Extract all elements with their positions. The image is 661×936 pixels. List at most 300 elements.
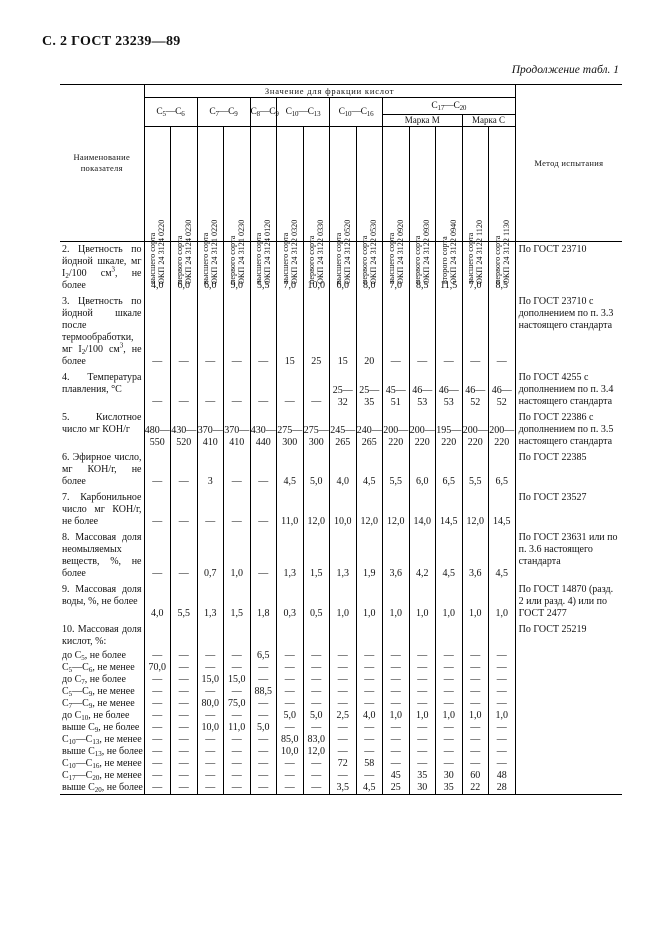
property-value: 20 xyxy=(356,294,383,370)
fraction-value: — xyxy=(144,782,171,795)
fraction-value: — xyxy=(356,686,383,698)
empty-cell xyxy=(171,622,198,650)
property-value: 3,6 xyxy=(462,530,489,582)
subcol-label: высшего сорта ОКП 24 3121 0220 xyxy=(201,219,220,284)
fraction-value: 10,0 xyxy=(197,722,224,734)
subcol-label: высшего сорта ОКП 24 3124 0120 xyxy=(254,219,273,284)
fraction-value: 1,0 xyxy=(409,710,436,722)
fraction-label: $C_{10}—C_{16}$, не менее xyxy=(60,758,144,770)
fraction-value: 15,0 xyxy=(197,674,224,686)
fraction-value: — xyxy=(224,650,251,662)
fraction-value: — xyxy=(489,686,516,698)
empty-cell xyxy=(277,622,304,650)
empty-cell xyxy=(303,622,330,650)
property-value: 46— 52 xyxy=(462,370,489,410)
property-value: — xyxy=(250,450,277,490)
empty-cell xyxy=(356,622,383,650)
fraction-value: — xyxy=(144,746,171,758)
fraction-value: 48 xyxy=(489,770,516,782)
fraction-value: — xyxy=(197,710,224,722)
fraction-value: 1,0 xyxy=(383,710,410,722)
test-method: По ГОСТ 23631 или по п. 3.6 настоящего стандарта xyxy=(518,532,618,567)
fraction-value: — xyxy=(197,770,224,782)
property-value: — xyxy=(277,370,304,410)
fraction-value: — xyxy=(383,650,410,662)
fraction-label: $C_5—C_6$, не менее xyxy=(60,662,144,674)
subcol-header xyxy=(144,127,171,284)
property-row xyxy=(60,622,622,650)
property-value: 6,5 xyxy=(489,450,516,490)
property-name: 7. Карбонильное число мг КОН/г, не более xyxy=(60,490,144,530)
property-value: 245— 265 xyxy=(330,410,357,450)
fraction-value: — xyxy=(171,662,198,674)
fraction-value: — xyxy=(303,650,330,662)
property-value: 5,5 xyxy=(383,450,410,490)
mark-m-header: Марка М xyxy=(383,115,463,127)
subcol-label: высшего сорта ОКП 24 3124 0220 xyxy=(148,219,167,284)
fraction-label: $C_5—C_9$, не менее xyxy=(60,686,144,698)
subcol-label: первого сорта ОКП 24 3122 0330 xyxy=(307,219,326,284)
property-value: 45— 51 xyxy=(383,370,410,410)
property-value: — xyxy=(224,370,251,410)
property-value: 4,0 xyxy=(144,242,171,295)
property-value: — xyxy=(144,294,171,370)
fraction-value: — xyxy=(197,782,224,795)
property-value: 1,3 xyxy=(330,530,357,582)
fraction-value: — xyxy=(462,650,489,662)
property-value: 6,5 xyxy=(436,450,463,490)
property-value: 10,0 xyxy=(303,242,330,295)
property-value: 15 xyxy=(277,294,304,370)
property-value: 7,0 xyxy=(277,242,304,295)
fraction-value: 4,0 xyxy=(356,710,383,722)
fraction-value: — xyxy=(409,674,436,686)
fraction-value: 85,0 xyxy=(277,734,304,746)
empty-cell xyxy=(250,622,277,650)
property-value: — xyxy=(144,490,171,530)
fraction-value: — xyxy=(462,662,489,674)
property-value: 1,3 xyxy=(277,530,304,582)
fraction-value: — xyxy=(489,722,516,734)
fraction-value: — xyxy=(462,746,489,758)
fraction-value: — xyxy=(462,758,489,770)
property-value: 1,5 xyxy=(224,582,251,622)
property-row xyxy=(60,530,622,582)
group-header: Значение для фракции кислот xyxy=(144,85,515,98)
fraction-value: — xyxy=(277,770,304,782)
property-name: 3. Цветность по йодной шкале после термообработки, мг $I_2/100$ $см^3$, не более xyxy=(60,294,144,370)
fraction-value: — xyxy=(171,734,198,746)
subcol-label: первого сорта ОКП 24 3124 0230 xyxy=(174,219,193,284)
property-row xyxy=(60,410,622,450)
property-value: 4,5 xyxy=(489,530,516,582)
property-value: 14,5 xyxy=(436,490,463,530)
fraction-value: — xyxy=(144,770,171,782)
property-value: 430— 440 xyxy=(250,410,277,450)
fraction-value: 5,0 xyxy=(303,710,330,722)
properties-table xyxy=(60,84,622,795)
fraction-value: — xyxy=(409,734,436,746)
property-value: — xyxy=(250,490,277,530)
property-name: 4. Температура плавления, °С xyxy=(60,370,144,410)
property-value: 7,0 xyxy=(462,242,489,295)
fraction-value: — xyxy=(224,662,251,674)
fraction-value: — xyxy=(303,782,330,795)
property-value: 0,5 xyxy=(303,582,330,622)
fraction-value: — xyxy=(409,686,436,698)
fraction-value: — xyxy=(144,686,171,698)
fraction-value: — xyxy=(197,686,224,698)
subcol-label: первого сорта ОКП 24 3122 0530 xyxy=(360,219,379,284)
fraction-value: — xyxy=(277,722,304,734)
fraction-value: — xyxy=(250,674,277,686)
fraction-value: — xyxy=(171,746,198,758)
test-method: По ГОСТ 23710 xyxy=(518,244,587,255)
property-value: — xyxy=(224,490,251,530)
fraction-value: 83,0 xyxy=(303,734,330,746)
property-row xyxy=(60,490,622,530)
empty-cell xyxy=(409,622,436,650)
fraction-value: 12,0 xyxy=(303,746,330,758)
fraction-value: 30 xyxy=(436,770,463,782)
empty-cell xyxy=(436,622,463,650)
subcol-header xyxy=(356,127,383,284)
property-value: 3 xyxy=(197,450,224,490)
subcol-label: второго сорта ОКП 24 3122 0940 xyxy=(439,219,458,284)
fraction-header: $C_7—C_9$ xyxy=(197,98,250,127)
property-row xyxy=(60,582,622,622)
fraction-value: — xyxy=(303,770,330,782)
fraction-value: 1,0 xyxy=(489,710,516,722)
property-value: 200— 220 xyxy=(409,410,436,450)
property-value: 1,0 xyxy=(436,582,463,622)
empty-cell xyxy=(197,622,224,650)
property-value: 10,0 xyxy=(330,490,357,530)
property-value: — xyxy=(144,530,171,582)
fraction-value: — xyxy=(356,770,383,782)
fraction-value: 11,0 xyxy=(224,722,251,734)
fraction-value: 35 xyxy=(436,782,463,795)
fraction-value: — xyxy=(436,698,463,710)
fraction-value: — xyxy=(144,758,171,770)
property-row xyxy=(60,370,622,410)
property-name: 6. Эфирное число, мг КОН/г, не более xyxy=(60,450,144,490)
test-method: По ГОСТ 23527 xyxy=(518,492,587,503)
subcol-label: первого сорта ОКП 24 3122 1130 xyxy=(492,219,511,284)
property-value: 4,0 xyxy=(144,582,171,622)
fraction-value: 28 xyxy=(489,782,516,795)
fraction-value: — xyxy=(144,722,171,734)
property-value: — xyxy=(409,294,436,370)
fraction-value: — xyxy=(144,674,171,686)
property-value: 14,5 xyxy=(489,490,516,530)
property-value: 4,5 xyxy=(277,450,304,490)
fraction-header: $C_{17}—C_{20}$ xyxy=(383,98,516,115)
property-row xyxy=(60,294,622,370)
subcol-label: первого сорта ОКП 24 3121 0230 xyxy=(227,219,246,284)
property-value: — xyxy=(489,294,516,370)
property-value: 1,0 xyxy=(383,582,410,622)
fraction-label: $C_7—C_9$, не менее xyxy=(60,698,144,710)
fraction-value: — xyxy=(250,734,277,746)
empty-cell xyxy=(489,622,516,650)
fraction-value: — xyxy=(489,662,516,674)
fraction-value: — xyxy=(356,650,383,662)
empty-cell xyxy=(383,622,410,650)
fraction-header: $C_5—C_6$ xyxy=(144,98,197,127)
property-value: 480— 550 xyxy=(144,410,171,450)
fraction-value: 1,0 xyxy=(436,710,463,722)
fraction-value: — xyxy=(383,662,410,674)
fraction-value: 25 xyxy=(383,782,410,795)
property-value: 8,5 xyxy=(489,242,516,295)
test-method: По ГОСТ 23710 с дополнением по п. 3.3 настоящего стандарта xyxy=(518,296,614,331)
property-value: 6,0 xyxy=(197,242,224,295)
property-value: — xyxy=(171,490,198,530)
fraction-value: — xyxy=(303,686,330,698)
property-value: 46— 53 xyxy=(436,370,463,410)
subcol-label: высшего сорта ОКП 24 3122 0320 xyxy=(280,219,299,284)
property-value: 11,5 xyxy=(436,242,463,295)
property-value: 12,0 xyxy=(303,490,330,530)
fraction-value: — xyxy=(250,758,277,770)
subcol-header xyxy=(462,127,489,284)
fraction-value: — xyxy=(250,770,277,782)
fraction-value: 75,0 xyxy=(224,698,251,710)
fraction-value: 10,0 xyxy=(277,746,304,758)
fraction-value: 70,0 xyxy=(144,662,171,674)
property-value: 370— 410 xyxy=(224,410,251,450)
fraction-value: — xyxy=(224,758,251,770)
fraction-value: — xyxy=(489,734,516,746)
property-value: 0,7 xyxy=(197,530,224,582)
fraction-value: 6,5 xyxy=(250,650,277,662)
property-value: 25— 32 xyxy=(330,370,357,410)
fraction-value: 2,5 xyxy=(330,710,357,722)
property-value: 4,5 xyxy=(436,530,463,582)
fraction-value: — xyxy=(436,722,463,734)
fraction-value: — xyxy=(356,674,383,686)
fraction-value: — xyxy=(489,746,516,758)
subcol-header xyxy=(277,127,304,284)
property-value: 15 xyxy=(330,294,357,370)
property-value: 46— 52 xyxy=(489,370,516,410)
fraction-value: — xyxy=(171,722,198,734)
fraction-value: — xyxy=(330,650,357,662)
property-name: 5. Кислотное число мг КОН/г xyxy=(60,410,144,450)
property-value: 1,0 xyxy=(330,582,357,622)
fraction-value: — xyxy=(250,746,277,758)
fraction-value: — xyxy=(356,734,383,746)
page-header: С. 2 ГОСТ 23239—89 xyxy=(42,34,181,49)
property-value: 200— 220 xyxy=(489,410,516,450)
property-value: 4,0 xyxy=(330,450,357,490)
fraction-value: — xyxy=(409,758,436,770)
property-value: 14,0 xyxy=(409,490,436,530)
property-value: — xyxy=(224,450,251,490)
fraction-value: — xyxy=(436,758,463,770)
fraction-value: — xyxy=(409,650,436,662)
property-value: — xyxy=(250,294,277,370)
subcol-header xyxy=(383,127,410,284)
property-value: 4,2 xyxy=(409,530,436,582)
fraction-value: — xyxy=(277,782,304,795)
property-value: — xyxy=(462,294,489,370)
fraction-value: — xyxy=(197,734,224,746)
fraction-label: выше $C_{20}$, не более xyxy=(62,782,143,794)
fraction-value: — xyxy=(224,746,251,758)
property-value: 4,5 xyxy=(356,450,383,490)
fraction-value: — xyxy=(383,674,410,686)
fraction-value: — xyxy=(171,650,198,662)
fraction-value: — xyxy=(436,746,463,758)
test-method: По ГОСТ 4255 с дополнением по п. 3.4 настоящего стандарта xyxy=(518,372,614,407)
property-value: 200— 220 xyxy=(383,410,410,450)
fraction-value: — xyxy=(489,758,516,770)
property-value: 1,3 xyxy=(197,582,224,622)
fraction-value: — xyxy=(277,686,304,698)
property-value: 1,0 xyxy=(224,530,251,582)
fraction-value: — xyxy=(224,710,251,722)
subcol-header xyxy=(250,127,277,284)
property-value: 46— 53 xyxy=(409,370,436,410)
property-value: — xyxy=(303,370,330,410)
property-value: 12,0 xyxy=(383,490,410,530)
subcol-label: высшего сорта ОКП 24 3122 0520 xyxy=(333,219,352,284)
fraction-value: 5,0 xyxy=(277,710,304,722)
fraction-value: — xyxy=(383,746,410,758)
property-value: 275— 300 xyxy=(303,410,330,450)
fraction-value: — xyxy=(303,698,330,710)
subcol-label: первого сорта ОКП 24 3122 0930 xyxy=(413,219,432,284)
fraction-value: — xyxy=(436,686,463,698)
fraction-value: — xyxy=(171,710,198,722)
property-value: 1,0 xyxy=(462,582,489,622)
fraction-value: — xyxy=(197,758,224,770)
fraction-value: — xyxy=(462,734,489,746)
empty-cell xyxy=(224,622,251,650)
fraction-value: 3,5 xyxy=(330,782,357,795)
fraction-value: — xyxy=(356,662,383,674)
property-value: — xyxy=(171,370,198,410)
property-value: 25— 35 xyxy=(356,370,383,410)
fraction-value: 15,0 xyxy=(224,674,251,686)
continuation-label: Продолжение табл. 1 xyxy=(511,64,619,76)
property-value: — xyxy=(171,450,198,490)
fraction-value: — xyxy=(330,686,357,698)
fraction-value: 88,5 xyxy=(250,686,277,698)
fraction-value: 5,0 xyxy=(250,722,277,734)
property-value: 12,0 xyxy=(356,490,383,530)
property-value: 6,0 xyxy=(171,242,198,295)
subcol-header xyxy=(303,127,330,284)
property-value: 1,5 xyxy=(303,530,330,582)
fraction-value: — xyxy=(303,758,330,770)
fraction-value: — xyxy=(277,650,304,662)
fraction-value: 30 xyxy=(409,782,436,795)
fraction-value: — xyxy=(171,674,198,686)
fraction-value: — xyxy=(277,698,304,710)
property-value: 5,0 xyxy=(303,450,330,490)
property-value: 275— 300 xyxy=(277,410,304,450)
property-value: 11,0 xyxy=(277,490,304,530)
fraction-value: — xyxy=(330,662,357,674)
mark-c-header: Марка С xyxy=(462,115,515,127)
fraction-value: — xyxy=(303,722,330,734)
fraction-value: — xyxy=(436,734,463,746)
property-value: 1,0 xyxy=(489,582,516,622)
fraction-value: — xyxy=(489,698,516,710)
fraction-value: — xyxy=(277,758,304,770)
property-name: 9. Массовая доля воды, %, не более xyxy=(60,582,144,622)
fraction-value: — xyxy=(330,734,357,746)
fraction-value: — xyxy=(409,746,436,758)
property-value: 1,9 xyxy=(356,530,383,582)
property-value: 195— 220 xyxy=(436,410,463,450)
property-name: 2. Цветность по йодной шкале, мг $I_2/100$ $см^3$, не более xyxy=(60,242,144,295)
subcol-header xyxy=(436,127,463,284)
fraction-value: — xyxy=(462,722,489,734)
fraction-value: — xyxy=(171,770,198,782)
property-value: — xyxy=(436,294,463,370)
fraction-value: — xyxy=(330,674,357,686)
fraction-header: $C_{10}—C_{16}$ xyxy=(330,98,383,127)
property-value: 12,0 xyxy=(462,490,489,530)
fraction-value: — xyxy=(462,674,489,686)
property-value: 5,5 xyxy=(250,242,277,295)
property-value: 5,5 xyxy=(462,450,489,490)
fraction-value: — xyxy=(303,662,330,674)
property-name: 10. Массовая доля кислот, %: xyxy=(60,622,144,650)
fraction-value: — xyxy=(436,674,463,686)
empty-cell xyxy=(462,622,489,650)
fraction-value: — xyxy=(224,782,251,795)
fraction-value: — xyxy=(303,674,330,686)
empty-cell xyxy=(144,622,171,650)
fraction-header: $C_{10}—C_{13}$ xyxy=(277,98,330,127)
property-value: 25 xyxy=(303,294,330,370)
property-value: 3,6 xyxy=(383,530,410,582)
subcol-header xyxy=(171,127,198,284)
property-value: — xyxy=(197,294,224,370)
fraction-value: — xyxy=(356,722,383,734)
fraction-value: — xyxy=(277,662,304,674)
fraction-value: — xyxy=(171,782,198,795)
fraction-value: — xyxy=(489,650,516,662)
fraction-value: — xyxy=(250,698,277,710)
fraction-value: — xyxy=(436,650,463,662)
fraction-value: — xyxy=(409,722,436,734)
fraction-value: — xyxy=(250,710,277,722)
fraction-value: — xyxy=(330,770,357,782)
fraction-label: до $C_7$, не более xyxy=(60,674,144,686)
fraction-value: — xyxy=(250,782,277,795)
property-value: 7,0 xyxy=(383,242,410,295)
fraction-value: — xyxy=(383,758,410,770)
property-value: 9,0 xyxy=(224,242,251,295)
fraction-value: — xyxy=(383,698,410,710)
fraction-label: $C_{17}—C_{20}$, не менее xyxy=(60,770,144,782)
fraction-header: $C_8—C_9$ xyxy=(250,98,277,127)
fraction-value: — xyxy=(462,686,489,698)
property-value: 1,8 xyxy=(250,582,277,622)
property-value: 200— 220 xyxy=(462,410,489,450)
fraction-value: — xyxy=(356,698,383,710)
test-method: По ГОСТ 25219 xyxy=(515,622,622,795)
fraction-value: 45 xyxy=(383,770,410,782)
fraction-value: — xyxy=(144,650,171,662)
property-value: 1,0 xyxy=(409,582,436,622)
